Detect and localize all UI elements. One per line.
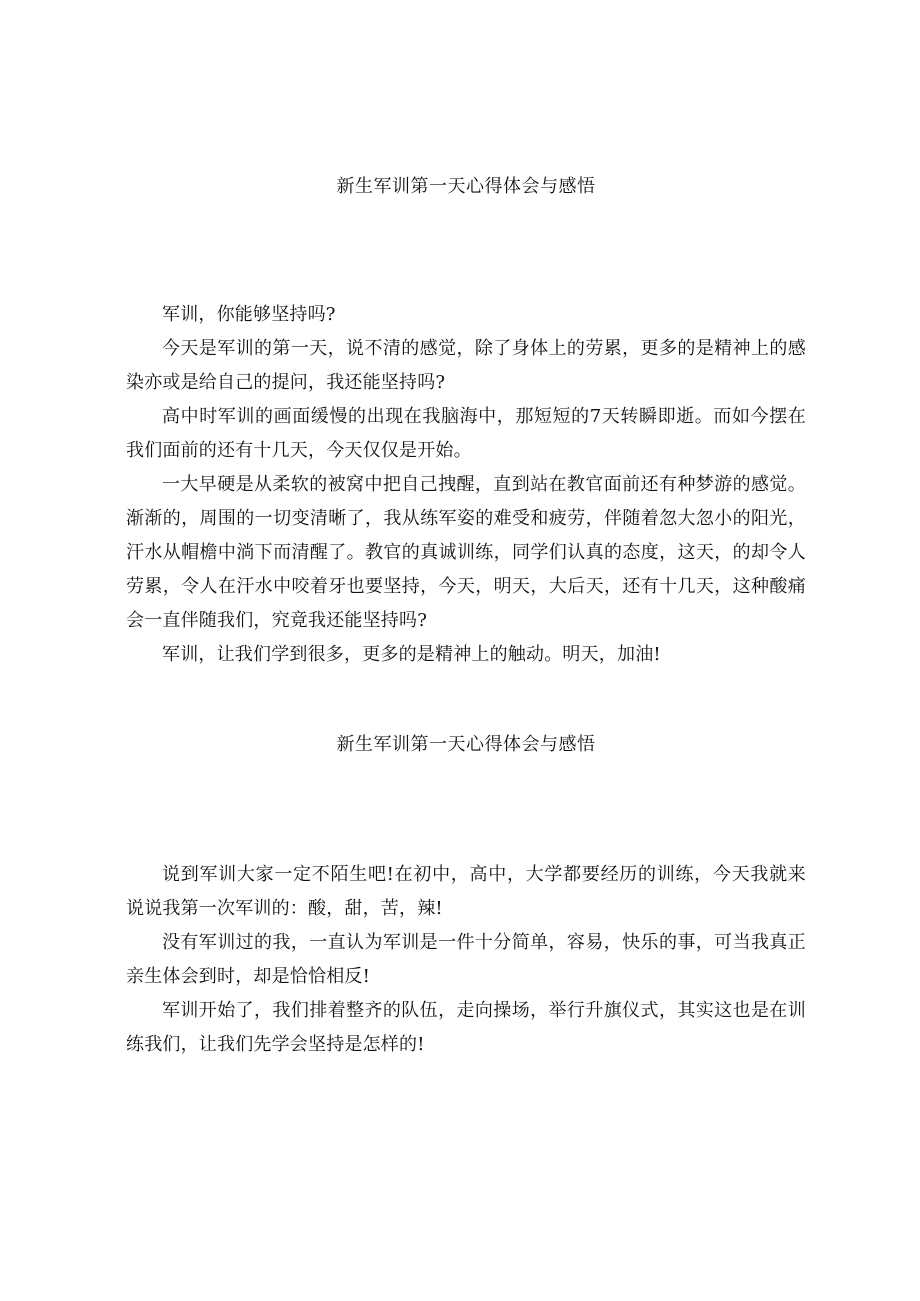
essay-title: 新生军训第一天心得体会与感悟 <box>336 176 596 197</box>
paragraph: 军训开始了，我们排着整齐的队伍，走向操场，举行升旗仪式，其实这也是在训练我们，让我们先学会坚持是怎样的! <box>126 1000 806 1055</box>
paragraph: 一大早硬是从柔软的被窝中把自己拽醒，直到站在教官面前还有种梦游的感觉。渐渐的，周围的一切变清晰了，我从练军姿的难受和疲劳，伴随着忽大忽小的阳光，汗水从帽檐中淌下而清醒了。教官的真诚训练，同学们认真的态度，这天，的却令人劳累，令人在汗水中咬着牙也要坚持，今天，明天，大后天，还有十几天，这种酸痛会一直伴随我们，究竟我还能坚持吗? <box>126 474 806 631</box>
paragraph: 高中时军训的画面缓慢的出现在我脑海中，那短短的7天转瞬即逝。而如今摆在我们面前的还有十几天，今天仅仅是开始。 <box>126 406 806 461</box>
paragraph: 说到军训大家一定不陌生吧!在初中，高中，大学都要经历的训练，今天我就来说说我第一次军训的：酸，甜，苦，辣! <box>126 864 806 919</box>
paragraph: 没有军训过的我，一直认为军训是一件十分简单，容易，快乐的事，可当我真正亲生体会到时，却是恰恰相反! <box>126 932 806 987</box>
essay-body <box>126 858 806 1062</box>
essay-title: 新生军训第一天心得体会与感悟 <box>336 734 596 755</box>
essay-section-1 <box>126 172 806 672</box>
essay-body <box>126 298 806 672</box>
paragraph: 今天是军训的第一天，说不清的感觉，除了身体上的劳累，更多的是精神上的感染亦或是给自己的提问，我还能坚持吗? <box>126 338 806 393</box>
essay-section-2 <box>126 730 806 1062</box>
paragraph: 军训，你能够坚持吗? <box>162 304 336 325</box>
paragraph: 军训，让我们学到很多，更多的是精神上的触动。明天，加油! <box>162 644 661 665</box>
